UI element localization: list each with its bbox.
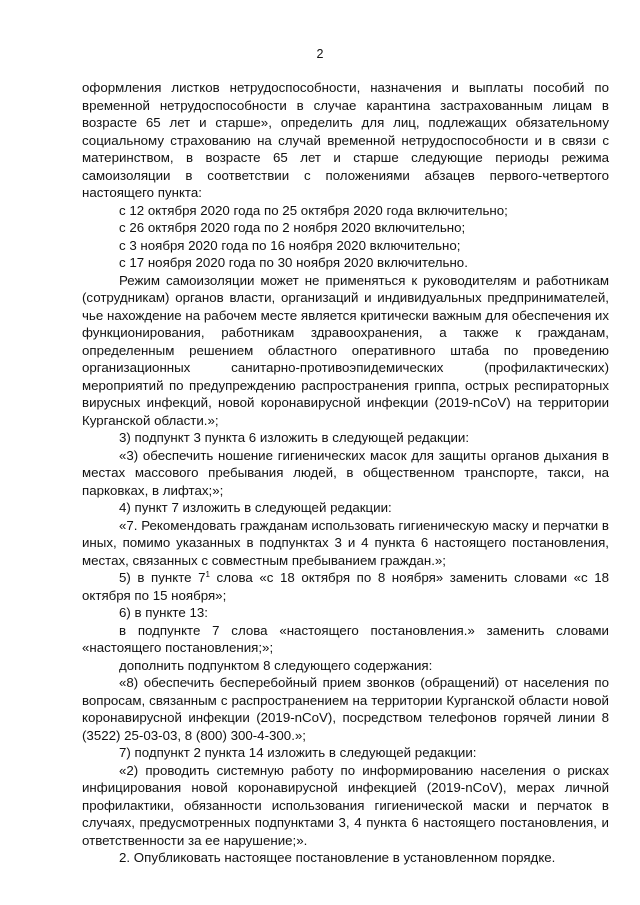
amendment-6-add-subitem-8: дополнить подпунктом 8 следующего содержания:	[119, 657, 433, 673]
amendment-7-text: «2) проводить системную работу по информированию населения о рисках инфицирования новой коронавирусной инфекцией (2019-nCoV), мерах личной профилактики, обязанности использования гигиенической маски и перчаток в случаях, предусмотренных подпунктами 3, 4 пункта 6 настоящего постановления, и ответственности за ее нарушение;».	[82, 762, 609, 848]
amendment-5	[82, 569, 609, 604]
paragraph-self-isolation-exemption: Режим самоизоляции может не применяться к руководителям и работникам (сотрудникам) органов власти, организаций и индивидуальных предпринимателей, чье нахождение на рабочем месте является критически важным для обеспечения их функционирования, работникам здравоохранения, а также к гражданам, определенным решением областного оперативного штаба по проведению организационных санитарно-противоэпидемических (профилактических) мероприятий по предупреждению распространения гриппа, острых респираторных вирусных инфекций, новой коронавирусной инфекции (2019-nCoV) на территории Курганской области.»;	[82, 272, 609, 428]
publication-clause: 2. Опубликовать настоящее постановление в установленном порядке.	[119, 850, 556, 865]
amendment-6-subitem-7: в подпункте 7 слова «настоящего постановления.» заменить словами «настоящего постановления;»;	[82, 622, 609, 655]
amendment-5-superscript: 1	[205, 570, 210, 579]
amendment-5-text-after: слова «с 18 октября по 8 ноября» заменить словами «с 18 октября по 15 ноября»;	[82, 570, 609, 603]
period-item-1: с 12 октября 2020 года по 25 октября 2020 года включительно;	[119, 202, 508, 218]
amendment-3-text: «3) обеспечить ношение гигиенических масок для защиты органов дыхания в местах массового пребывания людей, в общественном транспорте, такси, на парковках, в лифтах;»;	[82, 447, 609, 498]
amendment-6-subitem-8-text: «8) обеспечить бесперебойный прием звонков (обращений) от населения по вопросам, связанным с распространением на территории Курганской области новой коронавирусной инфекции (2019-nCoV), посредством телефонов горячей линии 8 (3522) 25-03-03, 8 (800) 300-4-300.»;	[82, 675, 609, 743]
period-item-3: с 3 ноября 2020 года по 16 ноября 2020 включительно;	[119, 237, 461, 253]
amendment-6-heading: 6) в пункте 13:	[119, 605, 208, 620]
amendment-4-text: «7. Рекомендовать гражданам использовать гигиеническую маску и перчатки в иных, помимо указанных в подпунктах 3 и 4 пункта 6 настоящего постановления, местах, связанных с совместным пребыванием граждан.»;	[82, 517, 609, 568]
period-item-2: с 26 октября 2020 года по 2 ноября 2020 включительно;	[119, 220, 466, 235]
amendment-5-text-before: 5) в пункте 7	[119, 570, 206, 585]
paragraph-intro-continuation: оформления листков нетрудоспособности, назначения и выплаты пособий по временной нетрудоспособности в случае карантина застрахованным лицам в возрасте 65 лет и старше», определить для лиц, подлежащих обязательному социальному страхованию на случай временной нетрудоспособности и в связи с материнством, в возрасте 65 лет и старше следующие периоды режима самоизоляции в соответствии с положениями абзацев первого-четвертого настоящего пункта:	[82, 80, 609, 200]
amendment-4-heading: 4) пункт 7 изложить в следующей редакции:	[119, 500, 392, 515]
amendment-7-heading: 7) подпункт 2 пункта 14 изложить в следующей редакции:	[119, 745, 477, 760]
document-body	[82, 79, 609, 867]
period-item-4: с 17 ноября 2020 года по 30 ноября 2020 включительно.	[119, 255, 468, 270]
amendment-3-heading: 3) подпункт 3 пункта 6 изложить в следующей редакции:	[119, 430, 470, 445]
page-number: 2	[316, 47, 324, 61]
